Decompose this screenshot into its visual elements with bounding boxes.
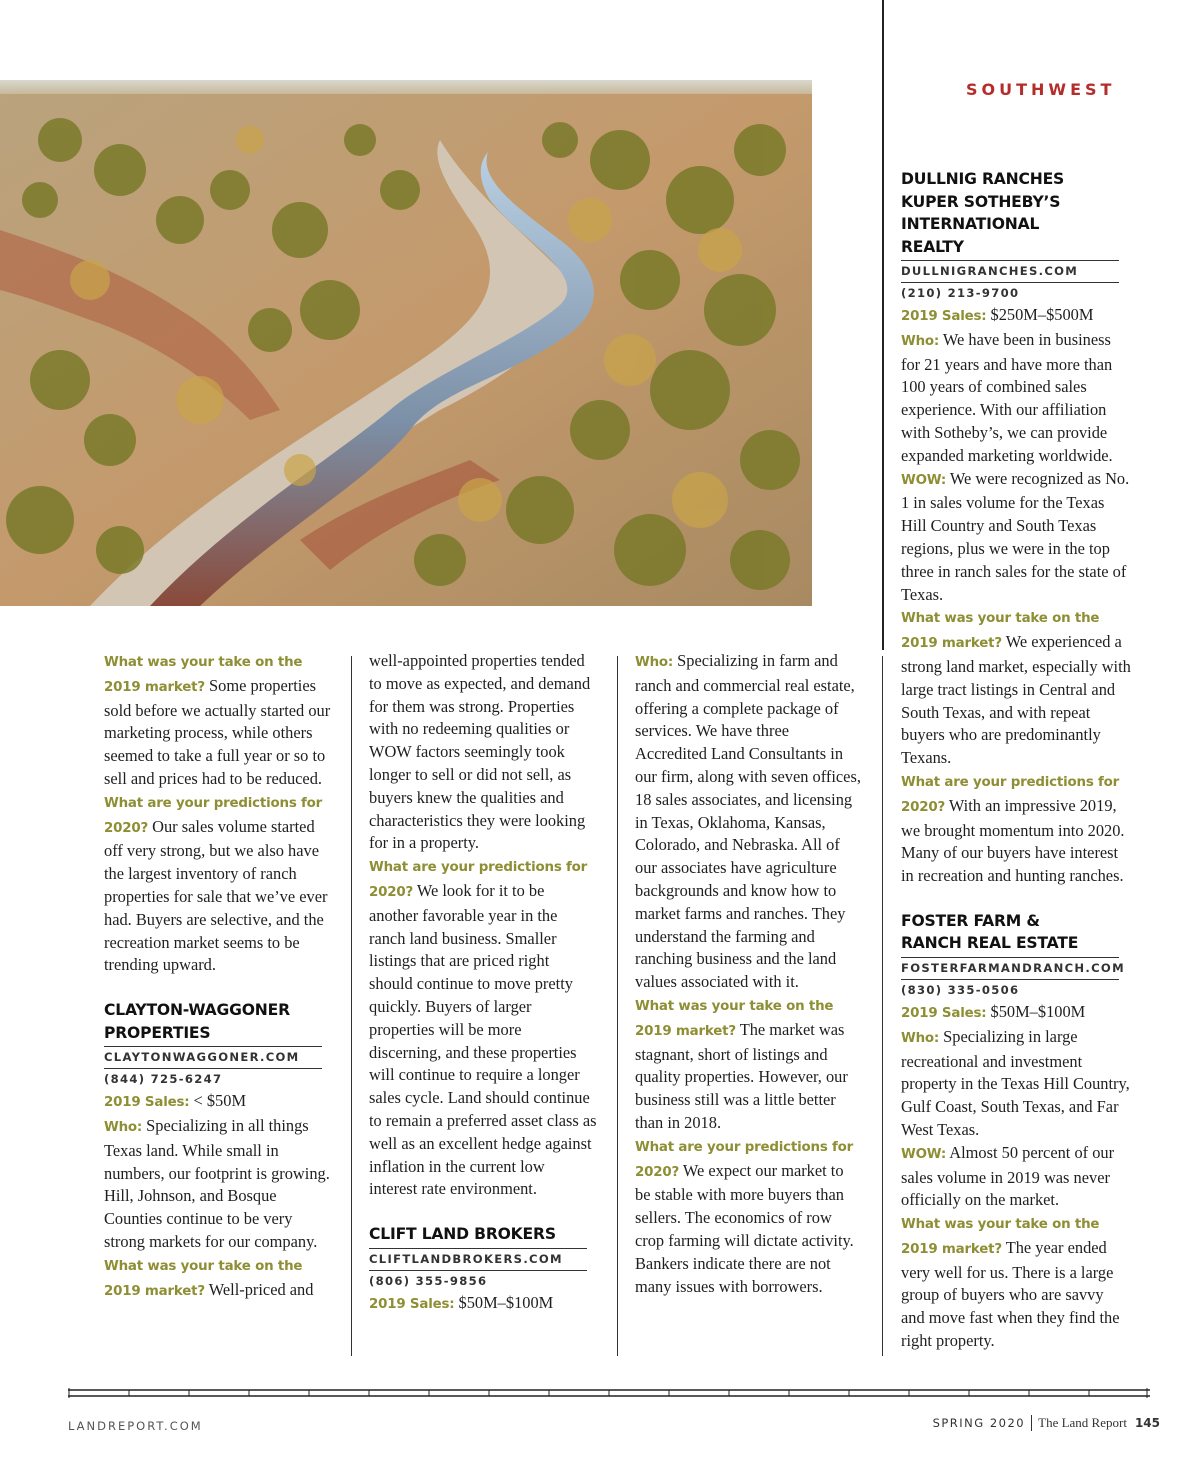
firm-phone[interactable]: (210) 213-9700 — [901, 286, 1020, 300]
paragraph — [369, 1292, 597, 1317]
paragraph — [104, 1254, 332, 1304]
answer-text: Almost 50 percent of our sales volume in 2019 was never officially on the market. — [901, 1142, 1115, 1210]
sales-label: 2019 Sales: — [901, 1005, 987, 1021]
answer-text: Some properties sold before we actually started our marketing process, while others seemed to take a full year or so to sell and prices had to be reduced. — [104, 675, 331, 788]
answer-text: We look for it to be another favorable year in the ranch land business. Smaller listings that are priced right should continue to move pretty quickly. Buyers of larger properties will be more discerning, and these properties will continue to require a longer sales cycle. Land should continue to remain a preferred asset class as well as an excellent hedge against inflation in the current low interest rate environment. — [369, 880, 597, 1199]
answer-text: Well-priced and — [204, 1279, 314, 1299]
answer-text: The market was stagnant, short of listings and quality properties. However, our business still was a little better than in 2018. — [635, 1019, 848, 1132]
sales-label: 2019 Sales: — [104, 1095, 190, 1111]
paragraph — [901, 468, 1131, 607]
paragraph — [901, 304, 1131, 329]
footer-folio — [933, 1415, 1160, 1431]
answer-text: Our sales volume started off very strong, but we also have the largest inventory of ranch properties for sale that we’ve ever had. Buyers are selective, and the recreation market seems to be trending upward. — [104, 816, 328, 975]
paragraph — [901, 1026, 1131, 1142]
answer-text: With an impressive 2019, we brought momentum into 2020. Many of our buyers have interest in recreation and hunting ranches. — [901, 795, 1125, 886]
paragraph — [104, 791, 332, 977]
column-divider — [351, 656, 352, 1356]
firm-name: CLAYTON-WAGGONER PROPERTIES — [104, 1001, 290, 1042]
sales-label: 2019 Sales: — [369, 1296, 455, 1312]
sales-value: $250M–$500M — [986, 305, 1094, 324]
aerial-river-photo — [0, 80, 812, 606]
question-label: Who: — [901, 333, 940, 349]
firm-name: CLIFT LAND BROKERS — [369, 1225, 556, 1244]
firm-url[interactable]: DULLNIGRANCHES.COM — [901, 260, 1119, 283]
firm-name: FOSTER FARM & RANCH REAL ESTATE — [901, 911, 1079, 953]
question-label: Who: — [635, 655, 674, 670]
paragraph — [635, 650, 863, 994]
column-divider — [882, 656, 883, 1356]
answer-text: Specializing in large recreational and investment property in the Texas Hill Country, Gulf Coast, South Texas, and Far West Texas. — [901, 1026, 1130, 1139]
paragraph — [901, 1212, 1131, 1353]
paragraph — [369, 855, 597, 1201]
question-label: What are your predictions for 2020? — [104, 795, 323, 836]
column-4 — [901, 168, 1131, 1353]
firm-url[interactable]: CLIFTLANDBROKERS.COM — [369, 1248, 587, 1271]
header-rule — [882, 0, 884, 650]
section-label: SOUTHWEST — [966, 80, 1116, 99]
question-label: What was your take on the 2019 market? — [635, 998, 834, 1039]
column-3 — [635, 650, 863, 1298]
sales-value: $50M–$100M — [986, 1001, 1086, 1021]
answer-text: We were recognized as No. 1 in sales volume for the Texas Hill Country and South Texas regions, plus we were in the top three in ranch sales for the state of Texas. — [901, 468, 1130, 604]
paragraph: well-appointed properties tended to move as expected, and demand for them was strong. Properties with no redeeming qualities or WOW factors seemingly took longer to sell or did not sell, as buyers knew the qualities and characteristics they were looking for in a property. — [369, 651, 591, 853]
firm-phone[interactable]: (806) 355-9856 — [369, 1273, 488, 1288]
answer-text: We have been in business for 21 years and have more than 100 years of combined sales experience. With our affiliation with Sotheby’s, we can provide expanded marketing worldwide. — [901, 329, 1113, 465]
footer-website: LANDREPORT.COM — [68, 1419, 203, 1433]
firm-name: DULLNIG RANCHES KUPER SOTHEBY’S INTERNATIONAL REALTY — [901, 170, 1065, 256]
answer-text: Specializing in all things Texas land. While small in numbers, our footprint is growing. Hill, Johnson, and Bosque Counties continue to be very strong markets for our company. — [104, 1115, 330, 1251]
paragraph — [901, 329, 1131, 468]
column-1 — [104, 650, 332, 1303]
page-number: 145 — [1134, 1416, 1160, 1430]
sales-label: 2019 Sales: — [901, 309, 987, 324]
paragraph — [104, 650, 332, 791]
firm-url[interactable]: CLAYTONWAGGONER.COM — [104, 1046, 322, 1069]
question-label: What are your predictions for 2020? — [369, 860, 588, 900]
paragraph — [901, 606, 1131, 770]
answer-text: Specializing in farm and ranch and commercial real estate, offering a complete package of services. We have three Accredited Land Consultants in our firm, along with seven offices, 18 sales associates, and licensing in Texas, Oklahoma, Kansas, Colorado, and Nebraska. All of our associates have agriculture backgrounds and know how to market farms and ranches. They understand the farming and ranching business and the land values associated with it. — [635, 651, 861, 992]
paragraph — [104, 1115, 332, 1254]
question-label: What are your predictions for 2020? — [635, 1139, 854, 1180]
paragraph — [635, 994, 863, 1135]
firm-phone[interactable]: (830) 335-0506 — [901, 982, 1020, 997]
footer-magazine: The Land Report — [1038, 1415, 1127, 1430]
paragraph — [104, 1090, 332, 1115]
ruler-decoration — [68, 1388, 1150, 1398]
firm-url[interactable]: FOSTERFARMANDRANCH.COM — [901, 957, 1119, 980]
firm-phone[interactable]: (844) 725-6247 — [104, 1072, 223, 1087]
question-label: What was your take on the 2019 market? — [104, 655, 303, 695]
question-label: WOW: — [901, 1146, 947, 1162]
sales-value: < $50M — [189, 1091, 247, 1111]
answer-text: We experienced a strong land market, especially with large tract listings in Central and South Texas, and with repeat buyers who are predominantly Texans. — [901, 632, 1131, 768]
paragraph — [901, 1001, 1131, 1026]
paragraph — [901, 1142, 1131, 1212]
question-label: What are your predictions for 2020? — [901, 774, 1120, 815]
column-2 — [369, 650, 597, 1316]
question-label: Who: — [104, 1119, 143, 1135]
question-label: What was your take on the 2019 market? — [901, 1217, 1100, 1257]
answer-text: The year ended very well for us. There is a large group of buyers who are savvy and move fast when they find the right property. — [901, 1237, 1120, 1351]
question-label: What was your take on the 2019 market? — [104, 1258, 303, 1299]
paragraph — [901, 770, 1131, 888]
footer-season: SPRING 2020 — [932, 1416, 1026, 1430]
question-label: Who: — [901, 1030, 940, 1046]
column-divider — [617, 656, 618, 1356]
footer-divider — [1031, 1415, 1032, 1431]
question-label: WOW: — [901, 472, 947, 488]
question-label: What was your take on the 2019 market? — [901, 611, 1100, 652]
paragraph — [635, 1135, 863, 1299]
sales-value: $50M–$100M — [454, 1292, 554, 1312]
answer-text: We expect our market to be stable with more buyers than sellers. The economics of row crop farming will dictate activity. Bankers indicate there are not many issues with borrowers. — [635, 1160, 854, 1296]
